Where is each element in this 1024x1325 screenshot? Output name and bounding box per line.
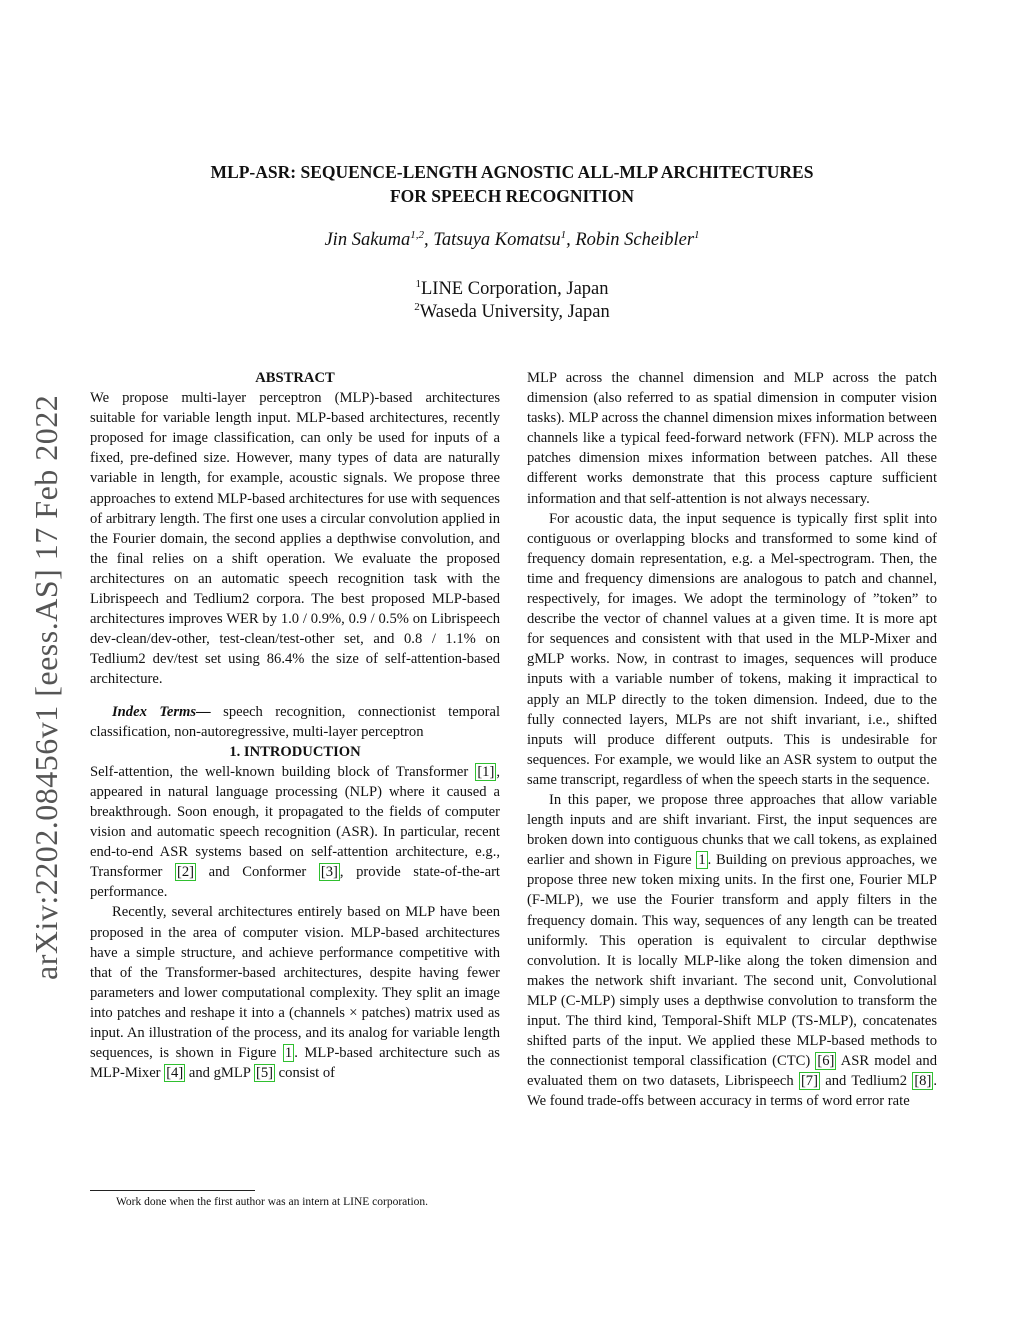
right-paragraph-2: For acoustic data, the input sequence is typically first split into contiguous or overlapping blocks and transformed to some kind of frequency domain representation, e.g. a Mel-spectrogram. Then, the time and frequency dimensions are analogous to patch and channel, respectively, for images. We adopt the terminology of ”token” to describe the vector of channel values at a given time. It is more apt for sequences and consistent with that used in the MLP-Mixer and gMLP works. Now, in contrast to images, sequences will produce inputs with a variable number of tokens, making it impractical to apply an MLP directly to the token dimension. Indeed, due to the fully connected layers, MLPs are not shift invariant, i.e., shifted inputs will produce different outputs. This is undesirable for sequences. For example, we would like an ASR system to output the same transcript, regardless of when the speech starts in the sequence. — [527, 510, 937, 788]
intro-heading: 1. INTRODUCTION — [229, 743, 361, 760]
author-affil-sup: 1 — [694, 228, 700, 241]
affiliation-text: LINE Corporation, Japan — [420, 279, 609, 299]
citation-link[interactable]: [5] — [256, 1065, 274, 1082]
text-run: . We found trade-offs between accuracy in terms of word error rate — [527, 1073, 937, 1110]
citation-link[interactable]: [3] — [320, 864, 338, 881]
abstract-body: We propose multi-layer perceptron (MLP)-based architectures suitable for variable length input. MLP-based architectures, recently proposed for image classification, can only be used for inputs of a fixed, pre-defined size. However, many types of data are naturally variable in length, for example, acoustic signals. We propose three approaches to extend MLP-based architectures for use with sequences of arbitrary length. The first one uses a circular convolution applied in the Fourier domain, the second applies a depthwise convolution, and the final relies on a shift operation. We evaluate the proposed architectures on an automatic speech recognition task with the Librispeech and Tedlium2 corpora. The best proposed MLP-based architectures improves WER by 1.0 / 0.9%, 0.9 / 0.5% on Librispeech dev-clean/dev-other, test-clean/test-other set, and 0.8 / 1.1% on Tedlium2 dev/test set using 86.4% the size of self-attention-based architecture. — [90, 390, 500, 688]
left-column — [90, 368, 500, 1083]
intro-paragraph-2 — [90, 902, 500, 1083]
text-run: and Conformer — [196, 864, 319, 881]
paper-title — [0, 160, 1024, 208]
footnote — [90, 1190, 500, 1208]
affiliation-list — [0, 278, 1024, 324]
affiliation — [0, 301, 1024, 324]
author-name: Jin Sakuma — [324, 230, 411, 250]
text-run: , provide state-of-the-art performance. — [90, 864, 500, 901]
figure-link[interactable]: 1 — [284, 1045, 293, 1062]
citation-link[interactable]: [1] — [477, 763, 495, 780]
author-affil-sup: 1 — [560, 228, 567, 241]
abstract-heading: ABSTRACT — [255, 370, 335, 386]
affiliation-sup: 1 — [415, 277, 421, 290]
affiliation — [0, 278, 1024, 301]
footnote-rule — [90, 1190, 255, 1191]
text-run: consist of — [275, 1065, 336, 1082]
author-list — [0, 230, 1024, 251]
citation-link[interactable]: [6] — [817, 1053, 835, 1070]
affiliation-text: Waseda University, Japan — [419, 302, 610, 322]
index-terms-label: Index Terms— — [112, 703, 211, 720]
text-run: and gMLP — [185, 1065, 254, 1082]
text-run: . MLP-based architecture such as MLP-Mixer — [90, 1045, 500, 1082]
text-run: . Building on previous approaches, we propose three new token mixing units. In the first one, Fourier MLP (F-MLP), we use the Fourier transform and apply filters in the frequency domain. This way, sequences of any length can be treated uniformly. This operation is equivalent to circular depthwise convolution. It is locally MLP-like along the token dimension and makes the network shift invariant. The second unit, Convolutional MLP (C-MLP) simply uses a depthwise convolution to transform the input. The third kind, Temporal-Shift MLP (TS-MLP), concatenates shifted parts of the input. We applied these MLP-based methods to the connectionist temporal classification (CTC) — [527, 852, 937, 1070]
author-separator: , — [424, 230, 434, 250]
index-terms — [90, 702, 500, 742]
text-run: ASR model and evaluated them on two datasets, Librispeech — [527, 1053, 937, 1090]
title-line-1: MLP-ASR: SEQUENCE-LENGTH AGNOSTIC ALL-MLP ARCHITECTURES — [210, 162, 814, 182]
text-run: , appeared in natural language processing (NLP) where it caused a breakthrough. Soon enough, it propagated to the fields of computer vision and automatic speech recognition (ASR). In particular, recent end-to-end ASR systems based on self-attention architecture, e.g., Transformer — [90, 763, 500, 881]
author-name: Tatsuya Komatsu — [433, 230, 561, 250]
author-separator: , — [566, 230, 576, 250]
right-paragraph-3 — [527, 790, 937, 1112]
right-column — [527, 368, 937, 1111]
citation-link[interactable]: [8] — [914, 1073, 932, 1090]
right-paragraph-1: MLP across the channel dimension and MLP across the patch dimension (also referred to as spatial dimension in computer vision tasks). MLP across the channel dimension mixes information between channels like a typical feed-forward network (FFN). MLP across the patches dimension mixes information between patches. All these different works demonstrate that this process capture sufficient information and that self-attention is not always necessary. — [527, 370, 937, 507]
author-affil-sup: 1,2 — [410, 228, 425, 241]
footnote-text: Work done when the first author was an intern at LINE corporation. — [116, 1196, 429, 1208]
affiliation-sup: 2 — [414, 300, 420, 313]
text-run: In this paper, we propose three approaches that allow variable length inputs and are shift invariant. First, the input sequences are broken down into contiguous chunks that we call tokens, as explained earlier and shown in Figure — [527, 791, 937, 869]
citation-link[interactable]: [7] — [800, 1073, 818, 1090]
title-line-2: FOR SPEECH RECOGNITION — [389, 186, 635, 206]
arxiv-stamp: arXiv:2202.08456v1 [eess.AS] 17 Feb 2022 — [28, 394, 64, 980]
citation-link[interactable]: [2] — [177, 864, 195, 881]
index-terms-text: speech recognition, connectionist temporal classification, non-autoregressive, multi-layer perceptron — [90, 703, 501, 740]
figure-link[interactable]: 1 — [698, 852, 706, 869]
text-run: and Tedlium2 — [819, 1073, 913, 1090]
intro-paragraph-1 — [90, 762, 500, 903]
author-name: Robin Scheibler — [575, 230, 695, 250]
text-run: Recently, several architectures entirely based on MLP have been proposed in the area of computer vision. MLP-based architectures have a simple structure, and achieve performance competitive with that of the Transformer-based architectures, despite having fewer parameters and lower computational complexity. They split an image into patches and reshape it into a (channels × patches) matrix used as input. An illustration of the process, and its analog for variable length sequences, is shown in Figure — [90, 904, 500, 1062]
citation-link[interactable]: [4] — [166, 1065, 184, 1082]
text-run: Self-attention, the well-known building block of Transformer — [90, 763, 476, 780]
